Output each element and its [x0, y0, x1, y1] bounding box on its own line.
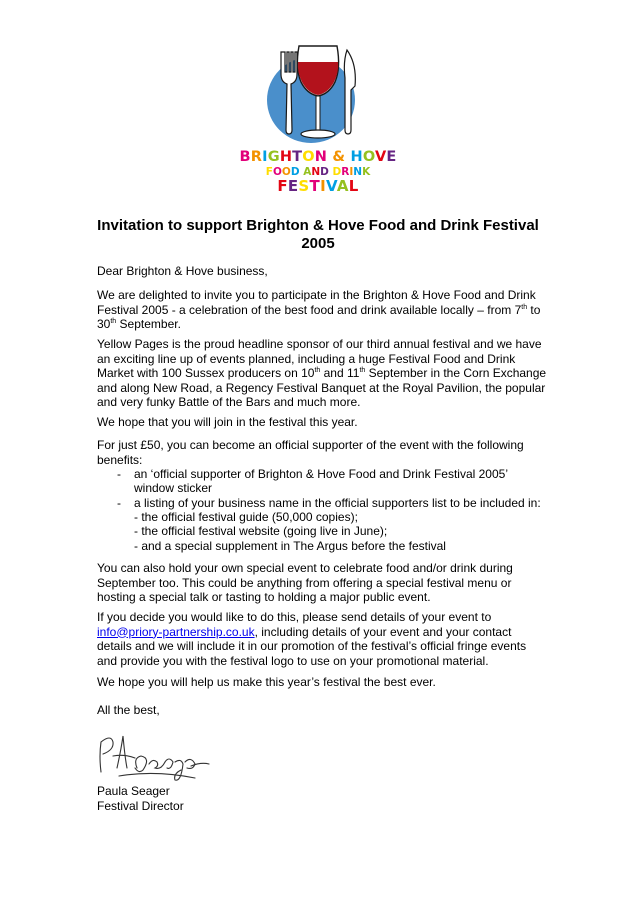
para3-text: We hope that you will join in the festival this year.	[97, 415, 358, 429]
paragraph-join	[97, 415, 547, 430]
benefit-1-line-1: an ‘official supporter of Brighton & Hove Food and Drink Festival 2005’	[134, 467, 508, 481]
signatory-name: Paula Seager	[97, 784, 170, 798]
closing	[97, 703, 547, 718]
email-link[interactable]: info@priory-partnership.co.uk	[97, 624, 255, 639]
signatory-role: Festival Director	[97, 798, 184, 813]
para6-before: If you decide you would like to do this, please send details of your event to	[97, 610, 492, 624]
paragraph-contact	[97, 610, 547, 668]
para1-sup2: th	[110, 318, 117, 325]
para7-text: We hope you will help us make this year’s festival the best ever.	[97, 675, 436, 689]
logo-line-1: BRIGHTON & HOVE	[239, 149, 397, 165]
closing-text: All the best,	[97, 703, 160, 717]
salutation-text: Dear Brighton & Hove business,	[97, 264, 268, 278]
signatory	[97, 784, 547, 813]
paragraph-intro	[97, 288, 547, 332]
salutation	[97, 264, 547, 279]
benefit-sub-2: - the official festival website (going live in June);	[134, 524, 388, 538]
benefit-1-line-2: window sticker	[134, 481, 213, 495]
list-dash: -	[117, 496, 121, 510]
para1-text: We are delighted to invite you to participate in the Brighton & Hove Food and Drink Festival 2005 - a celebration of the best food and drink available locally – from 7	[97, 288, 536, 317]
benefit-sub-1: - the official festival guide (50,000 copies);	[134, 510, 358, 524]
para2-text: Yellow Pages is the proud headline sponsor of our third annual festival and we have an exciting line up of events planned, including a huge Festival Food and Drink Market with 100 Sussex producers on 10	[97, 337, 542, 380]
para2-sup2: th	[359, 367, 366, 374]
para2-sup1: th	[314, 367, 321, 374]
handwritten-signature	[95, 728, 217, 788]
para2-mid: and 11	[320, 366, 360, 380]
para1-mid: to 30	[97, 302, 541, 331]
letter-title: Invitation to support Brighton & Hove Food and Drink Festival 2005	[97, 217, 539, 252]
logo-line-3: FESTIVAL	[277, 177, 359, 195]
para5-text: You can also hold your own special event to celebrate food and/or drink during September too. This could be anything from offering a special festival menu or hosting a special talk or tasting to holding a major public event.	[97, 561, 513, 604]
para4-text: For just £50, you can become an official supporter of the event with the following benefits:	[97, 438, 524, 467]
para1-end: September.	[116, 317, 181, 331]
paragraph-own-event	[97, 561, 547, 605]
para2-end: September in the Corn Exchange and along New Road, a Regency Festival Banquet at the Royal Pavilion, the popular and very funky Battle of the Bars and much more.	[97, 366, 547, 409]
logo-text	[236, 150, 400, 194]
benefit-2-line-1: a listing of your business name in the official supporters list to be included in:	[134, 496, 541, 510]
benefit-sub-3: - and a special supplement in The Argus before the festival	[134, 539, 446, 553]
para1-sup1: th	[521, 303, 528, 311]
paragraph-sponsor	[97, 337, 547, 410]
logo-line-2: FOOD AND DRINK	[265, 165, 371, 178]
para6-after: , including details of your event and your contact details and we will include it in our promotion of the festival’s official fringe events and provide you with the festival logo to use on your promotional material.	[97, 624, 527, 668]
paragraph-benefits-intro	[97, 438, 547, 467]
list-dash: -	[117, 467, 121, 481]
paragraph-closing-wish	[97, 675, 547, 690]
